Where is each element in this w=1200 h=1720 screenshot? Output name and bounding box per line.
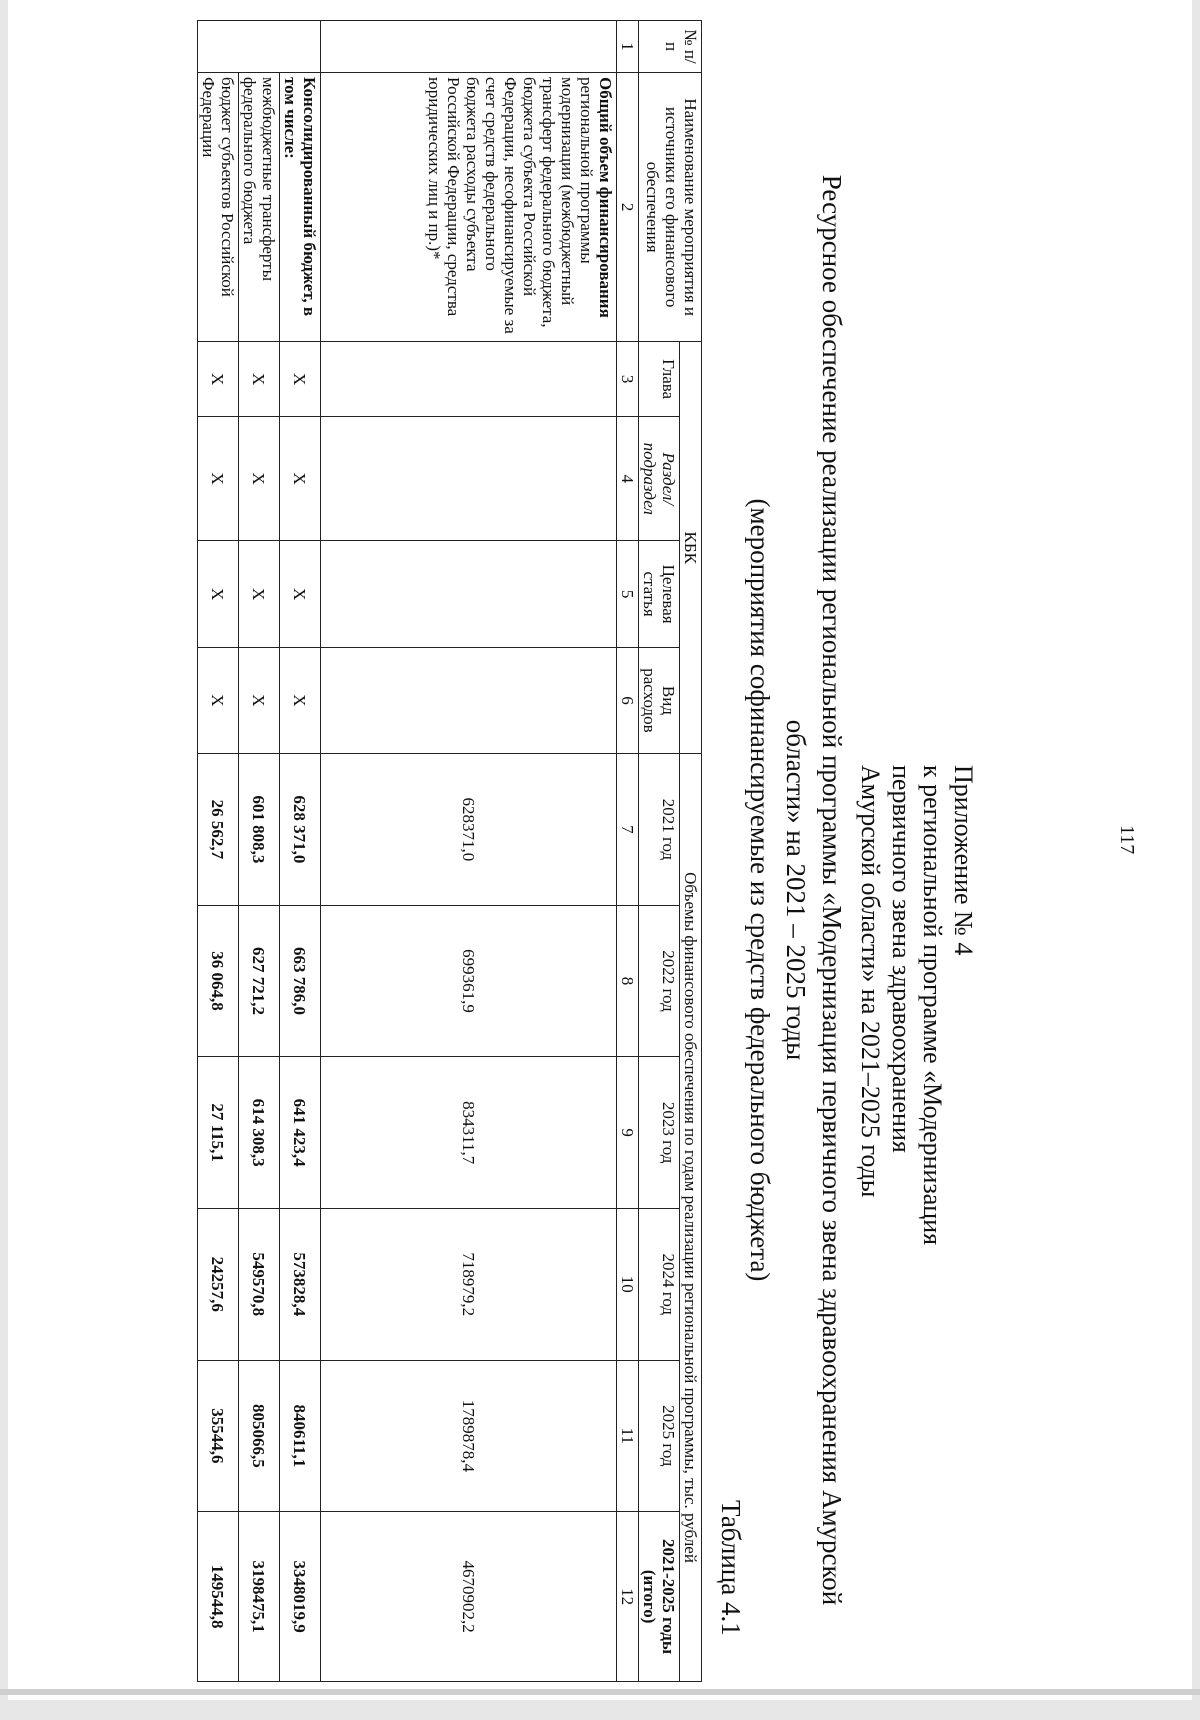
header-num: № п/п xyxy=(639,21,702,73)
cell-vid xyxy=(321,647,617,753)
cell-2022: 663 786,0 xyxy=(280,905,321,1057)
col-index: 7 xyxy=(617,754,639,906)
cell-glava: Х xyxy=(239,342,280,417)
cell-2023: 27 115,1 xyxy=(198,1057,239,1209)
row-name-rest: региональной программы модернизации (межбюджетный трансферт федерального бюджета, бюджета субъекта Российской Федерации, несофинансируемые за счет средств федерального бюджета расходы субъекта Российской Федерации, средства юридических лиц и пр.)* xyxy=(425,77,596,334)
row-num-merged xyxy=(198,21,321,73)
header-celevaya: Целевая статья xyxy=(639,541,680,647)
col-index: 11 xyxy=(617,1360,639,1512)
appendix-line: первичного звена здравоохранения xyxy=(887,765,916,1153)
column-index-row xyxy=(617,21,639,1682)
header-2025: 2025 год xyxy=(639,1360,680,1512)
cell-vid: Х xyxy=(239,647,280,753)
header-2022: 2022 год xyxy=(639,905,680,1057)
page-number: 117 xyxy=(1116,825,1138,855)
cell-2024: 24257,6 xyxy=(198,1208,239,1360)
col-index: 9 xyxy=(617,1057,639,1209)
cell-2024: 573828,4 xyxy=(280,1208,321,1360)
table-row xyxy=(321,21,617,1682)
header-row-1 xyxy=(680,21,702,1682)
document-title xyxy=(742,60,850,1720)
header-vid: Вид расходов xyxy=(639,647,680,753)
document-page xyxy=(8,0,1192,1700)
table-row xyxy=(198,21,239,1682)
header-2021: 2021 год xyxy=(639,754,680,906)
title-line-2: области» на 2021 – 2025 годы xyxy=(781,719,811,1061)
col-index: 4 xyxy=(617,416,639,540)
col-index: 10 xyxy=(617,1208,639,1360)
cell-total: 3198475,1 xyxy=(239,1512,280,1682)
cell-total: 149544,8 xyxy=(198,1512,239,1682)
table-label: Таблица 4.1 xyxy=(716,1500,746,1636)
col-index: 2 xyxy=(617,73,639,342)
scan-edge xyxy=(0,1689,1200,1695)
table-row xyxy=(239,21,280,1682)
resource-table xyxy=(197,20,702,1682)
cell-celevaya: Х xyxy=(198,541,239,647)
row-num xyxy=(321,21,617,73)
cell-2023: 641 423,4 xyxy=(280,1057,321,1209)
cell-2021: 26 562,7 xyxy=(198,754,239,906)
appendix-line: к региональной программе «Модернизация xyxy=(918,765,947,1246)
appendix-line: Приложение № 4 xyxy=(949,765,978,956)
cell-celevaya: Х xyxy=(239,541,280,647)
rotated-content xyxy=(32,20,1162,1675)
cell-2022: 36 064,8 xyxy=(198,905,239,1057)
cell-2023: 834311,7 xyxy=(321,1057,617,1209)
header-name: Наименование мероприятия и источники его финансового обеспечения xyxy=(639,73,702,342)
cell-vid: Х xyxy=(198,647,239,753)
appendix-header xyxy=(855,765,979,1245)
header-2024: 2024 год xyxy=(639,1208,680,1360)
cell-2023: 614 308,3 xyxy=(239,1057,280,1209)
col-index: 5 xyxy=(617,541,639,647)
cell-2025: 35544,6 xyxy=(198,1360,239,1512)
header-volumes: Объемы финансового обеспечения по годам реализации региональной программы, тыс. рублей xyxy=(680,754,702,1682)
cell-razdel: Х xyxy=(280,416,321,540)
row-name: межбюджетные трансферты федерального бюджета xyxy=(239,73,280,342)
col-index: 3 xyxy=(617,342,639,417)
col-index: 8 xyxy=(617,905,639,1057)
row-name: бюджет субъектов Российской Федерации xyxy=(198,73,239,342)
cell-celevaya xyxy=(321,541,617,647)
cell-2022: 627 721,2 xyxy=(239,905,280,1057)
col-index: 1 xyxy=(617,21,639,73)
row-name: Консолидированный бюджет, в том числе: xyxy=(280,73,321,342)
col-index: 6 xyxy=(617,647,639,753)
header-kbk: КБК xyxy=(680,342,702,754)
header-glava: Глава xyxy=(639,342,680,417)
title-line-1: Ресурсное обеспечение реализации региональной программы «Модернизация первичного звена здравоохранения Амурской xyxy=(817,174,847,1606)
cell-2022: 699361,9 xyxy=(321,905,617,1057)
cell-celevaya: Х xyxy=(280,541,321,647)
title-line-3: (мероприятия софинансируемые из средств федерального бюджета) xyxy=(745,498,775,1282)
header-razdel: Раздел/ подраздел xyxy=(639,416,680,540)
header-2023: 2023 год xyxy=(639,1057,680,1209)
cell-total: 3348019,9 xyxy=(280,1512,321,1682)
row-name xyxy=(321,73,617,342)
appendix-line: Амурской области» на 2021–2025 годы xyxy=(856,765,885,1198)
cell-glava: Х xyxy=(280,342,321,417)
cell-2021: 628 371,0 xyxy=(280,754,321,906)
cell-razdel: Х xyxy=(198,416,239,540)
cell-2025: 805066,5 xyxy=(239,1360,280,1512)
cell-2024: 718979,2 xyxy=(321,1208,617,1360)
header-total: 2021-2025 годы (итого) xyxy=(639,1512,680,1682)
cell-razdel xyxy=(321,416,617,540)
cell-2021: 601 808,3 xyxy=(239,754,280,906)
cell-total: 4670902,2 xyxy=(321,1512,617,1682)
cell-2021: 628371,0 xyxy=(321,754,617,906)
cell-2024: 549570,8 xyxy=(239,1208,280,1360)
cell-vid: Х xyxy=(280,647,321,753)
cell-2025: 840611,1 xyxy=(280,1360,321,1512)
cell-glava xyxy=(321,342,617,417)
col-index: 12 xyxy=(617,1512,639,1682)
row-name-bold: Общий объем финансирования xyxy=(596,77,615,318)
cell-glava: Х xyxy=(198,342,239,417)
cell-razdel: Х xyxy=(239,416,280,540)
table-row xyxy=(280,21,321,1682)
cell-2025: 1789878,4 xyxy=(321,1360,617,1512)
